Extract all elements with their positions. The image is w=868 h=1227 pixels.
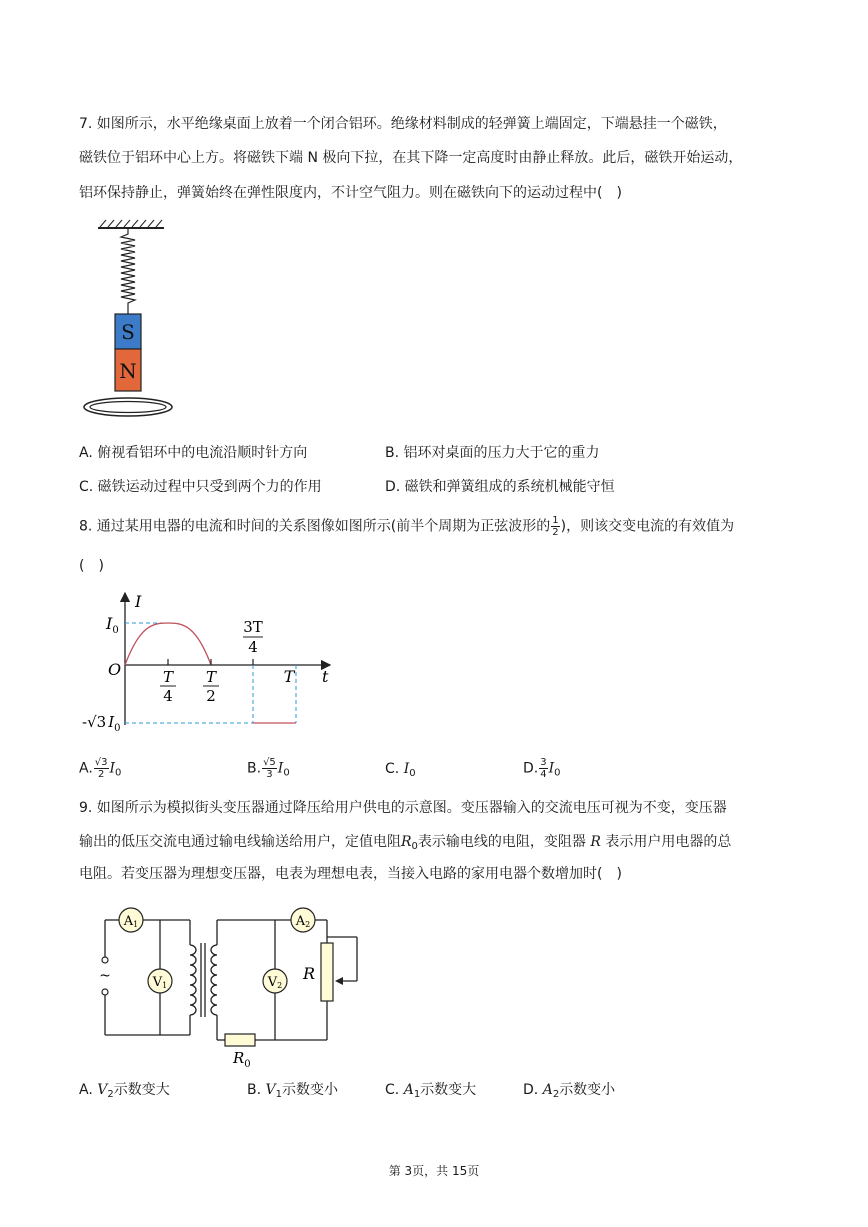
q9-c-sym: A — [403, 1082, 414, 1098]
q8-d-sym: I — [548, 760, 555, 777]
q9-text-line1: 9. 如图所示为模拟街头变压器通过降压给用户供电的示意图。变压器输入的交流电压可视为不变，变压器 — [79, 800, 727, 816]
q9-option-a — [79, 1080, 170, 1105]
ac-terminal-bottom — [102, 989, 108, 995]
q9-a-sub: 2 — [107, 1089, 114, 1100]
tick-label-t34-den: 4 — [248, 638, 258, 656]
voltmeter-v2-label: V2 — [267, 975, 283, 990]
q9-b-text: 示数变小 — [282, 1082, 339, 1098]
q8-option-b-label: B. — [247, 760, 262, 777]
sine-half-wave — [125, 623, 211, 665]
q9-text-r-sym: R — [590, 834, 601, 850]
q9-text-pre: 输出的低压交流电通过输电线输送给用户，定值电阻 — [79, 834, 401, 850]
q8-option-d-label: D. — [523, 760, 539, 777]
q7-text-line2: 磁铁位于铝环中心上方。将磁铁下端 N 极向下拉，在其下降一定高度时由静止释放。此后，磁铁开始运动， — [79, 150, 743, 166]
q9-c-text: 示数变大 — [420, 1082, 477, 1098]
q8-d-sub: 0 — [554, 767, 561, 779]
rheostat-slider-arrow — [335, 977, 343, 985]
tick-label-T: T — [283, 667, 295, 686]
q9-text-r0-sub: 0 — [411, 841, 418, 852]
tick-label-t2-den: 2 — [206, 687, 216, 705]
q8-a-sub: 0 — [115, 767, 122, 779]
q7-text-line1: 7. 如图所示，水平绝缘桌面上放着一个闭合铝环。绝缘材料制成的轻弹簧上端固定，下端悬挂一个磁铁， — [79, 116, 727, 132]
q8-c-sym: I — [403, 761, 410, 777]
q7-option-d: D. 磁铁和弹簧组成的系统机械能守恒 — [385, 479, 615, 495]
q8-b-den: 3 — [266, 769, 273, 780]
x-axis-label: t — [322, 667, 329, 686]
q8-option-d — [523, 757, 561, 784]
tick-label-t34-num: 3T — [243, 618, 263, 636]
ammeter-a2-label: A2 — [295, 914, 311, 929]
rheostat-r — [321, 943, 333, 1001]
q9-a-sym: V — [97, 1082, 108, 1098]
magnet-north-label: N — [119, 359, 137, 383]
q8-d-den: 4 — [540, 769, 547, 780]
secondary-coil — [211, 945, 217, 1015]
q7-option-b: B. 铝环对桌面的压力大于它的重力 — [385, 445, 600, 461]
q8-current-graph — [78, 585, 348, 735]
q9-a-text: 示数变大 — [113, 1082, 170, 1098]
q7-option-a: A. 俯视看铝环中的电流沿顺时针方向 — [79, 445, 308, 461]
q8-option-b-frac — [262, 757, 277, 780]
tick-label-t2-num: T — [205, 668, 217, 686]
q7-magnet-figure — [78, 218, 188, 423]
y-axis-label: I — [135, 592, 142, 611]
q8-d-num: 3 — [540, 757, 547, 768]
q9-c-sub: 1 — [413, 1089, 421, 1100]
q9-option-d-label: D. — [523, 1082, 543, 1098]
q9-option-a-label: A. — [79, 1082, 98, 1098]
q8-a-num: √3 — [94, 757, 108, 768]
q9-text-post: 表示用户用电器的总 — [600, 834, 732, 850]
origin-label: O — [108, 660, 122, 679]
tick-label-t4-den: 4 — [163, 687, 173, 705]
ac-terminal-top — [102, 957, 108, 963]
q9-option-b — [247, 1080, 338, 1105]
q9-b-sub: 1 — [275, 1089, 283, 1100]
q8-text-fraction — [551, 515, 559, 538]
resistor-r0 — [225, 1034, 255, 1046]
ceiling-hatching — [100, 220, 162, 227]
voltmeter-v1-label: V1 — [152, 975, 168, 990]
q8-text-line1 — [79, 515, 734, 538]
q8-a-sym: I — [109, 760, 116, 777]
tick-label-t4-num: T — [162, 668, 174, 686]
q8-frac-den: 2 — [552, 527, 559, 538]
q9-option-b-label: B. — [247, 1082, 266, 1098]
q8-option-a-frac — [94, 757, 109, 780]
q8-option-c-label: C. — [385, 761, 400, 777]
q8-b-sub: 0 — [283, 767, 290, 779]
q9-text-line3: 电阻。若变压器为理想变压器，电表为理想电表，当接入电路的家用电器个数增加时( ) — [79, 866, 622, 882]
page-footer: 第 3页，共 15页 — [388, 1164, 480, 1178]
q7-text-line3: 铝环保持静止，弹簧始终在弹性限度内，不计空气阻力。则在磁铁向下的运动过程中( ) — [79, 185, 622, 201]
primary-coil — [190, 945, 196, 1015]
rheostat-r-label: R — [303, 964, 316, 983]
q8-option-a-label: A. — [79, 760, 93, 777]
q8-option-a — [79, 757, 121, 784]
q8-b-sym: I — [277, 760, 284, 777]
q9-b-sym: V — [265, 1082, 276, 1098]
q9-d-text: 示数变小 — [559, 1082, 616, 1098]
aluminum-ring-inner — [90, 402, 166, 413]
q7-option-c: C. 磁铁运动过程中只受到两个力的作用 — [79, 479, 322, 495]
q8-b-num: √5 — [263, 757, 276, 768]
magnet-south-label: S — [121, 320, 135, 344]
ac-source-label: ~ — [99, 968, 111, 984]
q8-option-c — [385, 759, 416, 784]
q9-text-r0-sym: R — [401, 834, 412, 850]
spring — [121, 228, 135, 314]
q8-c-sub: 0 — [409, 768, 416, 779]
negative-label: -√3 $I_0$ — [82, 713, 121, 734]
aluminum-ring-outer — [84, 398, 172, 416]
q8-text-line2: ( ) — [79, 558, 104, 574]
q9-option-c-label: C. — [385, 1082, 404, 1098]
q9-text-mid: 表示输电线的电阻，变阻器 — [417, 834, 591, 850]
peak-label: $I_0$ — [106, 614, 119, 636]
q9-circuit-diagram — [95, 905, 370, 1070]
q9-text-line2 — [79, 832, 731, 857]
ammeter-a1-label: A1 — [123, 914, 139, 929]
q8-a-den: 2 — [97, 769, 105, 780]
resistor-r0-label: $R_0$ — [233, 1049, 251, 1070]
q8-option-d-frac — [539, 757, 547, 780]
q9-option-c — [385, 1080, 476, 1105]
q8-text-pre: 8. 通过某用电器的电流和时间的关系图像如图所示(前半个周期为正弦波形的 — [79, 518, 551, 535]
q9-d-sym: A — [542, 1082, 553, 1098]
q8-option-b — [247, 757, 290, 784]
q9-option-d — [523, 1080, 615, 1105]
q8-text-post: )，则该交变电流的有效值为 — [560, 518, 735, 535]
q9-d-sub: 2 — [552, 1089, 560, 1100]
q8-frac-num: 1 — [552, 515, 559, 526]
